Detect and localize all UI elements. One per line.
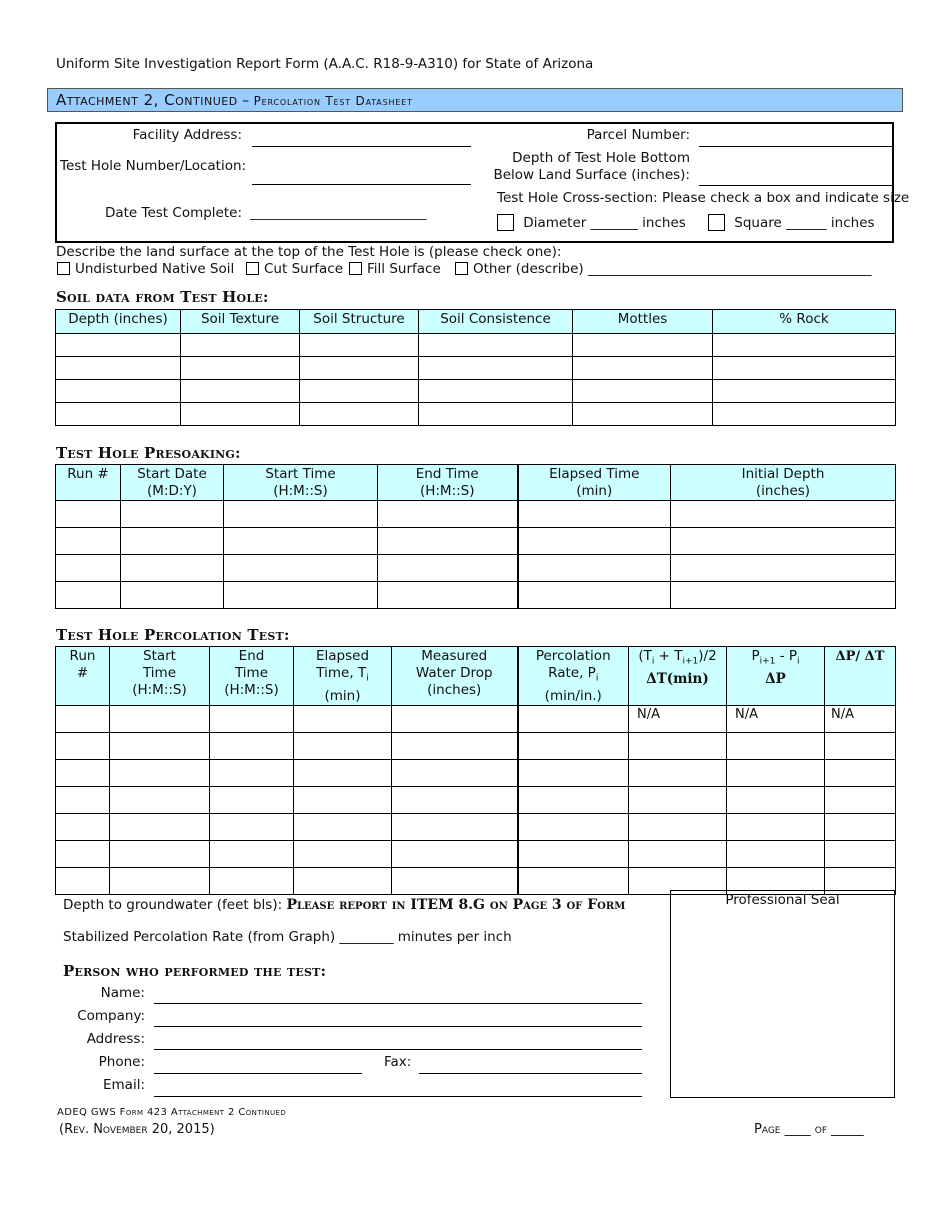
soil-col-depth: Depth (inches) [56, 310, 181, 334]
cell[interactable] [392, 840, 518, 867]
cell[interactable] [224, 528, 378, 555]
table-row [56, 705, 896, 732]
presoak-header-row [56, 465, 896, 501]
cell[interactable] [713, 380, 896, 403]
cell[interactable] [392, 759, 518, 786]
perc-col-start-l3: (H:M::S) [132, 682, 187, 698]
cell[interactable] [392, 732, 518, 759]
cell[interactable] [224, 582, 378, 609]
parcel-number-field[interactable] [699, 146, 893, 147]
cell[interactable] [825, 786, 896, 813]
cut-surface-label: Cut Surface [264, 261, 343, 277]
perc-col-delta-t-l1: (T [638, 648, 652, 664]
cell[interactable] [573, 357, 713, 380]
cell[interactable] [110, 759, 210, 786]
test-hole-number-label: Test Hole Number/Location: [60, 158, 247, 174]
cell[interactable] [56, 840, 110, 867]
perc-col-delta-p: $P_{i+1} - P_i$ ΔP [727, 647, 825, 706]
cell[interactable] [392, 867, 518, 894]
cell[interactable] [56, 403, 181, 426]
cell[interactable] [378, 555, 518, 582]
cell[interactable] [629, 813, 727, 840]
square-checkbox[interactable] [708, 214, 725, 231]
cell[interactable] [825, 840, 896, 867]
cell[interactable] [825, 732, 896, 759]
cell[interactable] [825, 759, 896, 786]
perc-col-water-drop [392, 647, 518, 706]
cell[interactable] [110, 840, 210, 867]
presoaking-title: Test Hole Presoaking: [56, 444, 241, 462]
cell[interactable] [110, 705, 210, 732]
cell[interactable] [181, 403, 300, 426]
table-row [56, 357, 896, 380]
cell[interactable] [210, 732, 294, 759]
perc-col-start-l1: Start [143, 648, 176, 664]
perc-col-end [210, 647, 294, 706]
cell[interactable] [56, 705, 110, 732]
presoak-col-elapsed-l2: (min) [576, 483, 613, 499]
cell[interactable] [56, 357, 181, 380]
cell[interactable] [419, 357, 573, 380]
cell[interactable] [378, 528, 518, 555]
cell[interactable] [56, 334, 181, 357]
perc-col-elapsed-l1: Elapsed [315, 648, 370, 664]
cell[interactable] [110, 867, 210, 894]
cell[interactable] [210, 705, 294, 732]
perc-col-rate-l2: Rate, P [548, 665, 596, 681]
cell[interactable] [121, 528, 224, 555]
perc-col-rate: Percolation Rate, $P_i$ (min/in.) [518, 647, 629, 706]
cell[interactable] [56, 732, 110, 759]
cell[interactable] [210, 759, 294, 786]
perc-col-delta-t: $(T_i + T_{i+1})/2$ ΔT(min) [629, 647, 727, 706]
cell[interactable] [378, 582, 518, 609]
cell[interactable] [294, 867, 392, 894]
land-option-fill [349, 261, 441, 277]
presoak-col-start-time-l1: Start Time [265, 466, 336, 482]
cell[interactable] [518, 582, 671, 609]
na-cell: N/A [825, 705, 896, 732]
diameter-label: Diameter _______ inches [523, 215, 686, 231]
table-row [56, 555, 896, 582]
cell[interactable] [629, 840, 727, 867]
cell[interactable] [629, 759, 727, 786]
groundwater-note: Please report in ITEM 8.G on Page 3 of Form [286, 897, 626, 913]
soil-col-structure: Soil Structure [300, 310, 419, 334]
name-label: Name: [100, 985, 145, 1001]
presoak-col-run [56, 465, 121, 501]
diameter-option [497, 214, 686, 231]
presoak-col-initial-depth [671, 465, 896, 501]
cell[interactable] [518, 732, 629, 759]
phone-field[interactable] [154, 1073, 362, 1074]
footer-page-number: Page ____ of _____ [754, 1122, 864, 1137]
cell[interactable] [300, 334, 419, 357]
cell[interactable] [419, 334, 573, 357]
perc-col-delta-p-l2: ΔP [765, 670, 786, 687]
land-surface-prompt: Describe the land surface at the top of the Test Hole is (please check one): [56, 244, 562, 260]
cell[interactable] [294, 786, 392, 813]
cell[interactable] [56, 867, 110, 894]
cell[interactable] [181, 334, 300, 357]
email-label: Email: [102, 1077, 145, 1093]
cell[interactable] [713, 334, 896, 357]
undisturbed-label: Undisturbed Native Soil [75, 261, 235, 277]
soil-col-texture: Soil Texture [181, 310, 300, 334]
banner-title: Attachment 2, Continued [56, 91, 238, 109]
presoak-col-end-time-l2: (H:M::S) [419, 483, 475, 499]
fill-surface-checkbox[interactable] [349, 262, 362, 275]
cell[interactable] [727, 732, 825, 759]
cell[interactable] [518, 501, 671, 528]
cell[interactable] [713, 403, 896, 426]
facility-address-label: Facility Address: [132, 127, 242, 143]
soil-data-table [55, 309, 896, 426]
soil-col-rock: % Rock [713, 310, 896, 334]
presoak-col-end-time-l1: End Time [415, 466, 479, 482]
address-label: Address: [86, 1031, 145, 1047]
table-row [56, 334, 896, 357]
table-row [56, 759, 896, 786]
soil-col-consistence: Soil Consistence [419, 310, 573, 334]
cell[interactable] [825, 813, 896, 840]
perc-col-elapsed-l3: (min) [324, 687, 361, 704]
cell[interactable] [110, 813, 210, 840]
cell[interactable] [210, 867, 294, 894]
cell[interactable] [224, 555, 378, 582]
presoak-col-elapsed-l1: Elapsed Time [549, 466, 640, 482]
perc-col-rate-l1: Percolation [535, 648, 611, 664]
stabilized-rate-line: Stabilized Percolation Rate (from Graph) ________ minutes per inch [63, 929, 512, 945]
date-test-complete-label: Date Test Complete: [104, 205, 242, 221]
footer-revision: (Rev. November 20, 2015) [59, 1122, 215, 1137]
cell[interactable] [518, 705, 629, 732]
perc-col-end-l1: End [238, 648, 265, 664]
test-hole-number-field[interactable] [252, 184, 471, 185]
cell[interactable] [573, 380, 713, 403]
cell[interactable] [210, 813, 294, 840]
square-option [708, 214, 875, 231]
perc-col-water-drop-l3: (inches) [427, 682, 482, 698]
cut-surface-checkbox[interactable] [246, 262, 259, 275]
perc-col-end-l2: Time [234, 665, 269, 681]
table-row [56, 582, 896, 609]
soil-header-row [56, 310, 896, 334]
cell[interactable] [518, 786, 629, 813]
cell[interactable] [56, 528, 121, 555]
name-field[interactable] [154, 1003, 642, 1004]
table-row [56, 732, 896, 759]
cell[interactable] [294, 705, 392, 732]
presoaking-table [55, 464, 896, 609]
address-field[interactable] [154, 1049, 642, 1050]
cross-section-prompt: Test Hole Cross-section: Please check a box and indicate size [497, 190, 910, 206]
cell[interactable] [110, 786, 210, 813]
perc-col-elapsed-l2: Time, T [316, 665, 367, 681]
cell[interactable] [300, 357, 419, 380]
presoak-col-run-l1: Run # [67, 466, 109, 482]
table-row [56, 403, 896, 426]
parcel-number-label: Parcel Number: [586, 127, 690, 143]
cell[interactable] [56, 555, 121, 582]
cell[interactable] [518, 867, 629, 894]
company-label: Company: [77, 1008, 145, 1024]
cell[interactable] [300, 380, 419, 403]
land-option-cut [246, 261, 343, 277]
presoak-col-start-date-l1: Start Date [137, 466, 207, 482]
cell[interactable] [294, 840, 392, 867]
square-label: Square ______ inches [734, 215, 875, 231]
cell[interactable] [110, 732, 210, 759]
facility-address-field[interactable] [252, 146, 471, 147]
cell[interactable] [727, 813, 825, 840]
diameter-checkbox[interactable] [497, 214, 514, 231]
cell[interactable] [573, 334, 713, 357]
groundwater-label: Depth to groundwater (feet bls): [63, 897, 283, 913]
perc-col-rate-l3: (min/in.) [544, 687, 602, 704]
email-field[interactable] [154, 1096, 642, 1097]
presoak-col-initial-depth-l2: (inches) [755, 483, 811, 499]
perc-col-end-l3: (H:M::S) [224, 682, 279, 698]
date-test-complete-field[interactable]: ________________________________ [250, 206, 426, 220]
table-row [56, 813, 896, 840]
perc-col-water-drop-l1: Measured [421, 648, 488, 664]
groundwater-line [63, 897, 625, 913]
person-title: Person who performed the test: [63, 962, 327, 980]
cell[interactable] [181, 380, 300, 403]
cell[interactable] [56, 582, 121, 609]
presoak-col-start-time [224, 465, 378, 501]
cell[interactable] [671, 555, 896, 582]
cell[interactable] [392, 813, 518, 840]
cell[interactable] [392, 786, 518, 813]
table-row [56, 840, 896, 867]
footer-form-id: ADEQ GWS Form 423 Attachment 2 Continued [57, 1107, 287, 1118]
cell[interactable] [518, 555, 671, 582]
perc-col-run-l1: Run [69, 648, 96, 664]
cell[interactable] [56, 501, 121, 528]
cell[interactable] [518, 759, 629, 786]
cell[interactable] [671, 528, 896, 555]
cell[interactable] [210, 786, 294, 813]
table-row [56, 501, 896, 528]
fill-surface-label: Fill Surface [367, 261, 441, 277]
cell[interactable] [671, 582, 896, 609]
perc-col-elapsed: Elapsed Time, $T_i$ (min) [294, 647, 392, 706]
perc-col-delta-t-l2: ΔT(min) [646, 670, 709, 687]
cell[interactable] [294, 813, 392, 840]
cell[interactable] [573, 403, 713, 426]
presoak-col-end-time [378, 465, 518, 501]
cell[interactable] [121, 501, 224, 528]
cell[interactable] [419, 380, 573, 403]
percolation-title: Test Hole Percolation Test: [56, 626, 290, 644]
depth-field[interactable] [699, 185, 893, 186]
depth-label-line2: Below Land Surface (inches): [493, 167, 690, 183]
perc-col-water-drop-l2: Water Drop [415, 665, 493, 681]
cell[interactable] [629, 786, 727, 813]
soil-col-mottles: Mottles [573, 310, 713, 334]
cell[interactable] [56, 786, 110, 813]
cell[interactable] [727, 759, 825, 786]
cell[interactable] [121, 555, 224, 582]
table-row [56, 380, 896, 403]
cell[interactable] [378, 501, 518, 528]
cell[interactable] [224, 501, 378, 528]
cell[interactable] [300, 403, 419, 426]
cell[interactable] [629, 732, 727, 759]
na-cell: N/A [629, 705, 727, 732]
banner-subtitle: Percolation Test Datasheet [253, 94, 413, 108]
phone-label: Phone: [98, 1054, 145, 1070]
perc-col-run [56, 647, 110, 706]
cell[interactable] [727, 786, 825, 813]
cell[interactable] [56, 759, 110, 786]
cell[interactable] [727, 840, 825, 867]
cell[interactable] [210, 840, 294, 867]
banner-dash: – [237, 93, 254, 109]
cell[interactable] [419, 403, 573, 426]
table-row [56, 786, 896, 813]
cell[interactable] [56, 813, 110, 840]
perc-col-start-l2: Time [142, 665, 177, 681]
cell[interactable] [392, 705, 518, 732]
presoak-col-elapsed [518, 465, 671, 501]
perc-col-start [110, 647, 210, 706]
depth-label-line1: Depth of Test Hole Bottom [512, 150, 690, 166]
other-label: Other (describe) __________________________________________ [473, 261, 872, 277]
fax-label: Fax: [384, 1054, 412, 1070]
other-checkbox[interactable] [455, 262, 468, 275]
cell[interactable] [294, 732, 392, 759]
cell[interactable] [121, 582, 224, 609]
soil-data-title: Soil data from Test Hole: [56, 288, 269, 306]
perc-header-row [56, 647, 896, 706]
professional-seal-box[interactable] [670, 890, 895, 1098]
undisturbed-checkbox[interactable] [57, 262, 70, 275]
perc-col-delta-p-l1: P [751, 648, 760, 664]
professional-seal-label: Professional Seal [725, 892, 840, 908]
cell[interactable] [518, 528, 671, 555]
table-row [56, 528, 896, 555]
fax-field[interactable] [419, 1073, 642, 1074]
land-option-undisturbed [57, 261, 234, 277]
cell[interactable] [713, 357, 896, 380]
presoak-col-start-time-l2: (H:M::S) [273, 483, 328, 499]
cell[interactable] [181, 357, 300, 380]
presoak-col-initial-depth-l1: Initial Depth [741, 466, 825, 482]
perc-col-run-l2: # [76, 665, 89, 681]
cell[interactable] [518, 813, 629, 840]
cell[interactable] [671, 501, 896, 528]
form-title: Uniform Site Investigation Report Form (A.A.C. R18-9-A310) for State of Arizona [56, 56, 594, 72]
percolation-table [55, 646, 896, 895]
cell[interactable] [56, 380, 181, 403]
attachment-banner [47, 88, 903, 112]
presoak-col-start-date-l2: (M:D:Y) [147, 483, 197, 499]
perc-col-ratio: ΔP/ ΔT [825, 647, 896, 706]
presoak-col-start-date [121, 465, 224, 501]
cell[interactable] [518, 840, 629, 867]
company-field[interactable] [154, 1026, 642, 1027]
land-option-other [455, 261, 871, 277]
cell[interactable] [294, 759, 392, 786]
na-cell: N/A [727, 705, 825, 732]
